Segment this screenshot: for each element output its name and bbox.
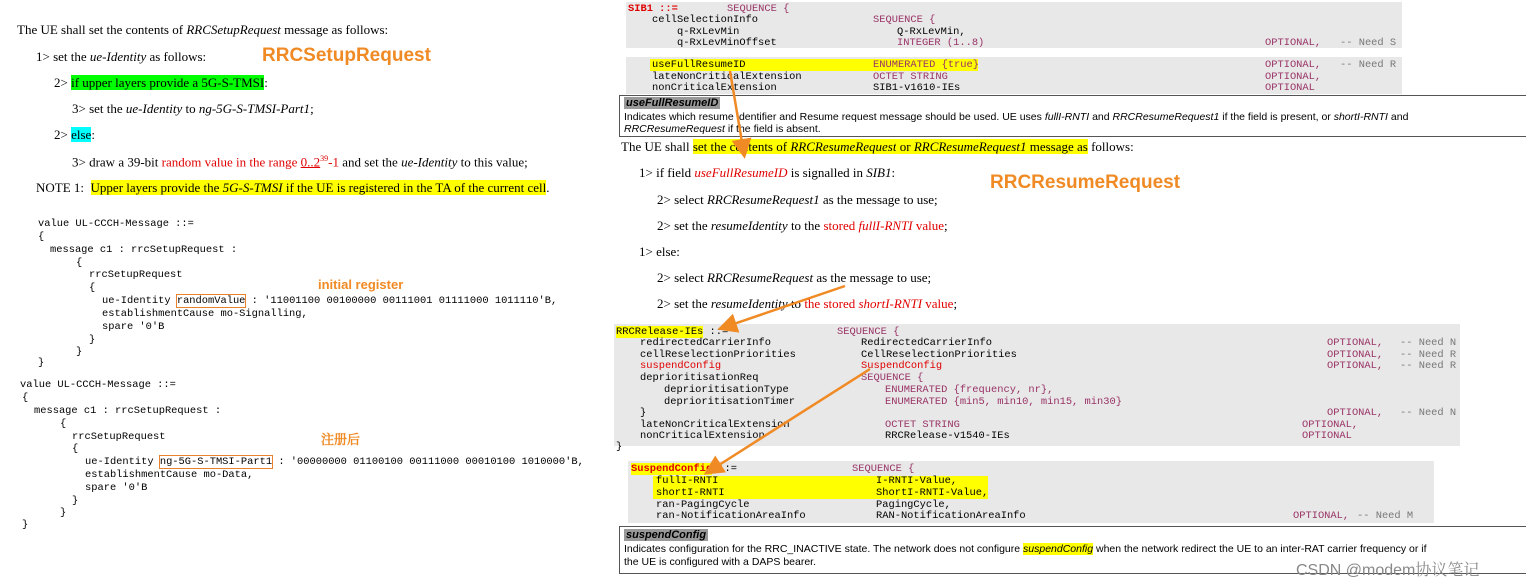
step-field: ue-Identity <box>401 154 458 170</box>
step-text: to <box>182 101 199 116</box>
label-initial-register: initial register <box>318 277 404 292</box>
desc-text: and <box>1089 111 1113 123</box>
field-optional: OPTIONAL, <box>1265 71 1322 83</box>
text: 2> select <box>657 270 707 285</box>
field-type: SEQUENCE { <box>861 372 924 384</box>
text-hl: set the contents of <box>692 139 791 154</box>
field-name: redirectedCarrierInfo <box>640 337 771 349</box>
code-line: } <box>22 519 29 531</box>
field-name-short-i-rnti: shortI-RNTI <box>656 487 725 499</box>
step-colon: : <box>264 75 268 90</box>
code-line: message c1 : rrcSetupRequest : <box>50 244 238 256</box>
text-italic: SIB1 <box>866 165 892 180</box>
text: ; <box>944 218 948 233</box>
note-end: . <box>546 180 550 195</box>
desc-title: useFullResumeID <box>626 97 719 109</box>
text-red-italic: fullI-RNTI <box>858 218 913 233</box>
note-label: NOTE 1: <box>36 180 91 195</box>
field-optional: OPTIONAL, <box>1327 407 1384 419</box>
text: follows: <box>1087 139 1134 154</box>
text-hl-italic: RRCResumeRequest <box>790 139 897 154</box>
field-type: OCTET STRING <box>873 71 948 83</box>
text: The UE shall <box>621 139 693 154</box>
step-text-end: to this value; <box>457 154 528 170</box>
field-name: nonCriticalExtension <box>640 430 765 442</box>
field-need: -- Need N <box>1400 337 1457 349</box>
step-text: 1> set the <box>36 49 90 64</box>
desc-text: if the field is present, or <box>1219 111 1334 123</box>
field-optional: OPTIONAL, <box>1302 419 1359 431</box>
desc-text: Indicates which resume identifier and Resume request message should be used. UE uses <box>624 111 1045 123</box>
step-text: and set the <box>338 154 402 170</box>
field-name: deprioritisationType <box>664 384 789 396</box>
step-text: 3> draw a 39-bit <box>72 154 162 170</box>
field-name-use-full-resume-id: useFullResumeID <box>652 59 746 71</box>
arrow-sib1-to-resume <box>730 71 744 154</box>
desc-text: Indicates configuration for the RRC_INACTIVE state. The network does not configure <box>624 543 1024 555</box>
step-sup: 39 <box>320 154 329 163</box>
code-line: { <box>38 231 45 243</box>
note-text: Upper layers provide the <box>90 180 223 195</box>
field-need: -- Need M <box>1357 510 1414 522</box>
code-token: } <box>640 407 647 419</box>
step-field: ue-Identity <box>89 49 147 64</box>
code-line: } <box>38 357 45 369</box>
code-keyword: SEQUENCE { <box>727 3 790 15</box>
field-type: ENUMERATED {true} <box>873 59 980 71</box>
code-token: : '11001100 00100000 00111001 01111000 1011110'B, <box>245 295 558 307</box>
field-name: ran-PagingCycle <box>656 499 750 511</box>
step-end: ; <box>310 101 314 116</box>
text: 2> set the <box>657 218 711 233</box>
suspend-name: SuspendConfig <box>631 463 713 475</box>
step-range: 0..2 <box>300 154 321 170</box>
desc-italic-hl: suspendConfig <box>1023 543 1094 555</box>
code-line: } <box>89 334 96 346</box>
random-value-token: randomValue <box>176 295 246 307</box>
code-line: { <box>22 392 29 404</box>
text-red: stored <box>823 218 859 233</box>
desc-text: if the field is absent. <box>724 123 821 135</box>
intro-text: The UE shall set the contents of <box>17 22 187 37</box>
field-type-suspend-config: SuspendConfig <box>861 360 943 372</box>
code-line: value UL-CCCH-Message ::= <box>38 218 194 230</box>
arrow-resume-to-release <box>722 286 845 328</box>
desc-text: and <box>1387 111 1409 123</box>
code-token: } <box>616 441 623 453</box>
field-need: -- Need R <box>1400 360 1457 372</box>
text-italic: resumeIdentity <box>710 218 788 233</box>
field-optional: OPTIONAL, <box>1265 59 1322 71</box>
code-keyword: SEQUENCE { <box>837 326 900 338</box>
text: as the message to use; <box>813 270 932 285</box>
text-italic: resumeIdentity <box>710 296 788 311</box>
label-rrc-setup-request: RRCSetupRequest <box>262 45 431 66</box>
field-name: deprioritisationTimer <box>664 396 795 408</box>
text-red-italic: useFullResumeID <box>694 165 788 180</box>
step-text-end: as follows: <box>146 49 207 64</box>
text: 2> set the <box>657 296 711 311</box>
field-name: q-RxLevMinOffset <box>677 37 777 49</box>
desc-italic: RRCResumeRequest1 <box>1112 111 1220 123</box>
field-type: Q-RxLevMin, <box>897 26 966 38</box>
code-line: establishmentCause mo-Data, <box>85 469 254 481</box>
field-optional: OPTIONAL, <box>1327 337 1384 349</box>
text: 1> if field <box>639 165 695 180</box>
text-red: value <box>912 218 945 233</box>
resume-step-else: 1> else: <box>639 244 680 259</box>
field-name: q-RxLevMin <box>677 26 740 38</box>
code-line: establishmentCause mo-Signalling, <box>102 308 308 320</box>
code-line: { <box>89 282 96 294</box>
field-need: -- Need N <box>1400 407 1457 419</box>
step-num: 2> <box>54 75 72 90</box>
desc-line-2: the UE is configured with a DAPS bearer. <box>624 556 817 568</box>
field-type: OCTET STRING <box>885 419 960 431</box>
field-need: -- Need S <box>1340 37 1397 49</box>
field-type-text: ENUMERATED {frequency, nr}, <box>885 384 1054 396</box>
field-optional: OPTIONAL, <box>1265 37 1322 49</box>
code-line: spare '0'B <box>85 482 148 494</box>
watermark: CSDN @modem协议笔记 <box>1296 562 1480 579</box>
field-type: RAN-NotificationAreaInfo <box>876 510 1026 522</box>
field-type-text: ENUMERATED {min5, min10, min15, min30} <box>885 396 1122 408</box>
code-line: { <box>60 418 67 430</box>
code-line: { <box>76 257 83 269</box>
code-token: ::= <box>712 463 738 475</box>
code-line: message c1 : rrcSetupRequest : <box>34 405 222 417</box>
field-name: cellReselectionPriorities <box>640 349 796 361</box>
desc-italic: RRCResumeRequest <box>624 123 725 135</box>
code-line: } <box>72 495 79 507</box>
code-line: } <box>60 507 67 519</box>
field-optional: OPTIONAL, <box>1327 360 1384 372</box>
text: : <box>891 165 896 180</box>
field-optional: OPTIONAL, <box>1327 349 1384 361</box>
field-type: PagingCycle, <box>876 499 951 511</box>
step-red-text: random value in the range <box>161 154 301 170</box>
desc-text: when the network redirect the UE to an inter-RAT carrier frequency or if <box>1093 543 1427 555</box>
field-name-full-i-rnti: fullI-RNTI <box>656 475 719 487</box>
field-name: lateNonCriticalExtension <box>640 419 790 431</box>
text-hl-italic: RRCResumeRequest1 <box>913 139 1027 154</box>
code-line: value UL-CCCH-Message ::= <box>20 379 176 391</box>
text-red: the stored <box>804 296 859 311</box>
field-name: lateNonCriticalExtension <box>652 71 802 83</box>
step-colon: : <box>91 127 95 142</box>
intro-msg: RRCSetupRequest <box>186 22 281 37</box>
step-num: 2> <box>54 127 72 142</box>
release-name: RRCRelease-IEs <box>616 326 704 338</box>
code-line: } <box>76 346 83 358</box>
code-token: ue-Identity <box>85 456 160 468</box>
code-line: rrcSetupRequest <box>89 269 183 281</box>
sib1-name: SIB1 ::= <box>628 3 678 15</box>
field-type: I-RNTI-Value, <box>876 475 958 487</box>
text: 2> select <box>657 192 707 207</box>
label-after-register: 注册后 <box>321 432 361 447</box>
text-italic: RRCResumeRequest <box>706 270 814 285</box>
text: ; <box>953 296 958 311</box>
arrow-release-to-suspend <box>708 369 870 472</box>
tmsi-part1-token: ng-5G-S-TMSI-Part1 <box>159 456 273 468</box>
text: as the message to use; <box>819 192 938 207</box>
desc-italic: shortI-RNTI <box>1333 111 1388 123</box>
step-condition: if upper layers provide a 5G-S-TMSI <box>71 75 265 90</box>
field-type: CellReselectionPriorities <box>861 349 1017 361</box>
step-text: 3> set the <box>72 101 126 116</box>
text-italic: RRCResumeRequest1 <box>706 192 820 207</box>
field-name: nonCriticalExtension <box>652 82 777 94</box>
field-optional: OPTIONAL <box>1302 430 1352 442</box>
code-keyword: SEQUENCE { <box>852 463 915 475</box>
code-token: ue-Identity <box>102 295 177 307</box>
code-line: { <box>72 443 79 455</box>
desc-italic: fullI-RNTI <box>1044 111 1090 123</box>
field-optional: OPTIONAL, <box>1293 510 1350 522</box>
field-type: RRCRelease-v1540-IEs <box>885 430 1010 442</box>
desc-title: suspendConfig <box>626 529 707 541</box>
field-type: SEQUENCE { <box>873 14 936 26</box>
field-type: ShortI-RNTI-Value, <box>876 487 989 499</box>
step-field: ue-Identity <box>125 101 183 116</box>
text-red: value <box>922 296 954 311</box>
label-rrc-resume-request: RRCResumeRequest <box>990 172 1181 193</box>
field-type: SIB1-v1610-IEs <box>873 82 961 94</box>
step-range-end: -1 <box>328 154 339 170</box>
code-token: ::= <box>703 326 729 338</box>
code-token: : '00000000 01100100 00111000 00010100 1010000'B, <box>272 456 584 468</box>
text-hl: or <box>896 139 914 154</box>
field-name-suspend-config: suspendConfig <box>640 360 722 372</box>
text: is signalled in <box>787 165 867 180</box>
step-else-word: else <box>71 127 92 142</box>
field-need: -- Need R <box>1340 59 1397 71</box>
field-type: RedirectedCarrierInfo <box>861 337 992 349</box>
note-text: if the UE is registered in the TA of the current cell <box>282 180 547 195</box>
field-optional: OPTIONAL <box>1265 82 1315 94</box>
field-name: deprioritisationReq <box>640 372 759 384</box>
code-line: rrcSetupRequest <box>72 431 166 443</box>
step-field: ng-5G-S-TMSI-Part1 <box>198 101 311 116</box>
text: to the <box>787 218 824 233</box>
field-name: cellSelectionInfo <box>652 14 759 26</box>
code-line: spare '0'B <box>102 321 165 333</box>
field-type: INTEGER (1..8) <box>897 37 985 49</box>
text-hl: message as <box>1026 139 1088 154</box>
intro-text-end: message as follows: <box>280 22 389 37</box>
text: to <box>787 296 805 311</box>
field-need: -- Need R <box>1400 349 1457 361</box>
field-name: ran-NotificationAreaInfo <box>656 510 806 522</box>
note-tmsi: 5G-S-TMSI <box>222 180 283 195</box>
text-red-italic: shortI-RNTI <box>858 296 923 311</box>
